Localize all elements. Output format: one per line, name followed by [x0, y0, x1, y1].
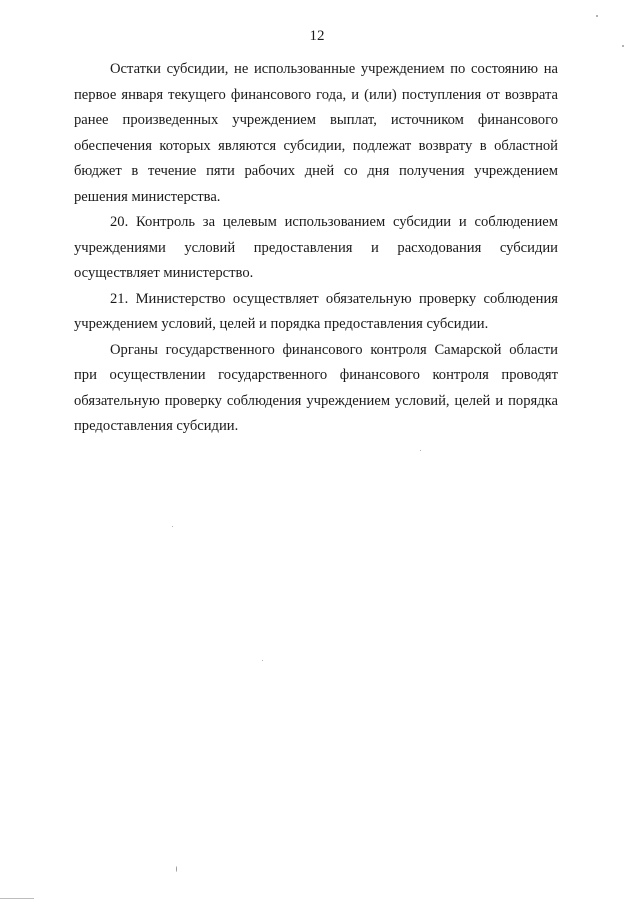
scan-speck	[176, 866, 177, 872]
document-body	[74, 57, 558, 440]
page-number: 12	[309, 28, 325, 44]
scan-speck	[596, 15, 598, 17]
scan-edge-line	[0, 898, 34, 899]
paragraph-state-financial-control: Органы государственного финансового контроля Самарской области при осуществлении государственного финансового контроля проводят обязательную проверку соблюдения учреждением условий, целей и порядка предоставления субсидии.	[74, 341, 558, 434]
scan-speck	[420, 450, 421, 451]
scan-speck	[262, 660, 263, 661]
paragraph-21-inspection: 21. Министерство осуществляет обязательную проверку соблюдения учреждением условий, целей и порядка предоставления субсидии.	[74, 290, 558, 332]
scan-speck	[172, 526, 173, 527]
paragraph-remaining-subsidy: Остатки субсидии, не использованные учреждением по состоянию на первое января текущего финансового года, и (или) поступления от возврата ранее произведенных учреждением выплат, источником финансового обеспечения которых являются субсидии, подлежат возврату в областной бюджет в течение пяти рабочих дней со дня получения учреждением решения министерства.	[74, 61, 558, 205]
paragraph-20-control: 20. Контроль за целевым использованием субсидии и соблюдением учреждениями условий предоставления и расходования субсидии осуществляет министерство.	[74, 214, 558, 281]
scan-speck	[622, 45, 624, 47]
